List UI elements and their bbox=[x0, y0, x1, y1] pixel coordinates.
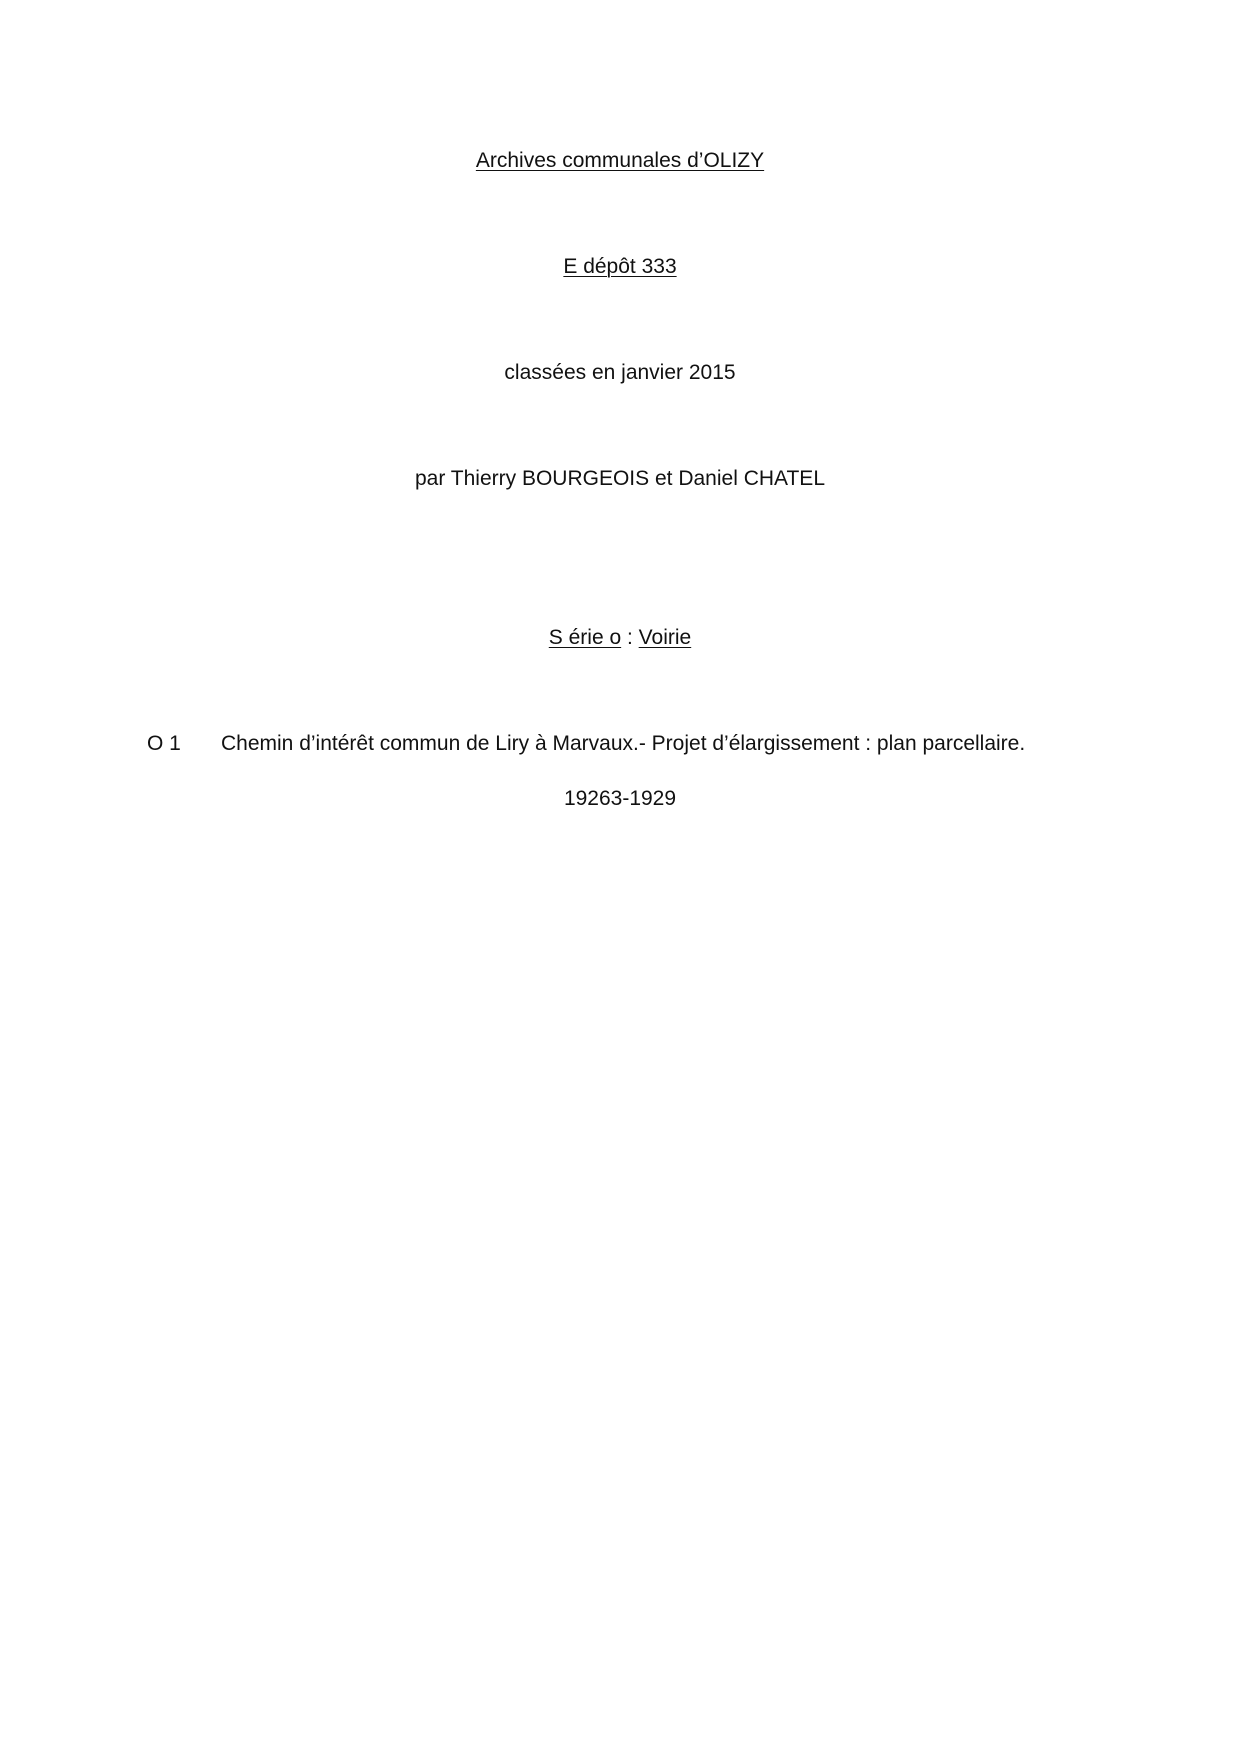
entry-description: Chemin d’intérêt commun de Liry à Marvaux.- Projet d’élargissement : plan parcellaire. bbox=[221, 732, 1026, 755]
inventory-entry bbox=[0, 731, 1240, 761]
series-heading bbox=[0, 625, 1240, 651]
series-name: Voirie bbox=[638, 626, 692, 649]
depot-line bbox=[0, 254, 1240, 280]
authors-line: par Thierry BOURGEOIS et Daniel CHATEL bbox=[414, 467, 825, 490]
entry-dates: 19263-1929 bbox=[563, 787, 677, 810]
series-label: S érie o bbox=[548, 626, 622, 649]
classification-date: classées en janvier 2015 bbox=[504, 361, 736, 384]
entry-code: O 1 bbox=[147, 732, 181, 755]
title-line bbox=[0, 148, 1240, 174]
depot-reference: E dépôt 333 bbox=[563, 255, 677, 278]
series-separator: : bbox=[621, 626, 639, 649]
archives-title: Archives communales d’OLIZY bbox=[475, 149, 765, 172]
